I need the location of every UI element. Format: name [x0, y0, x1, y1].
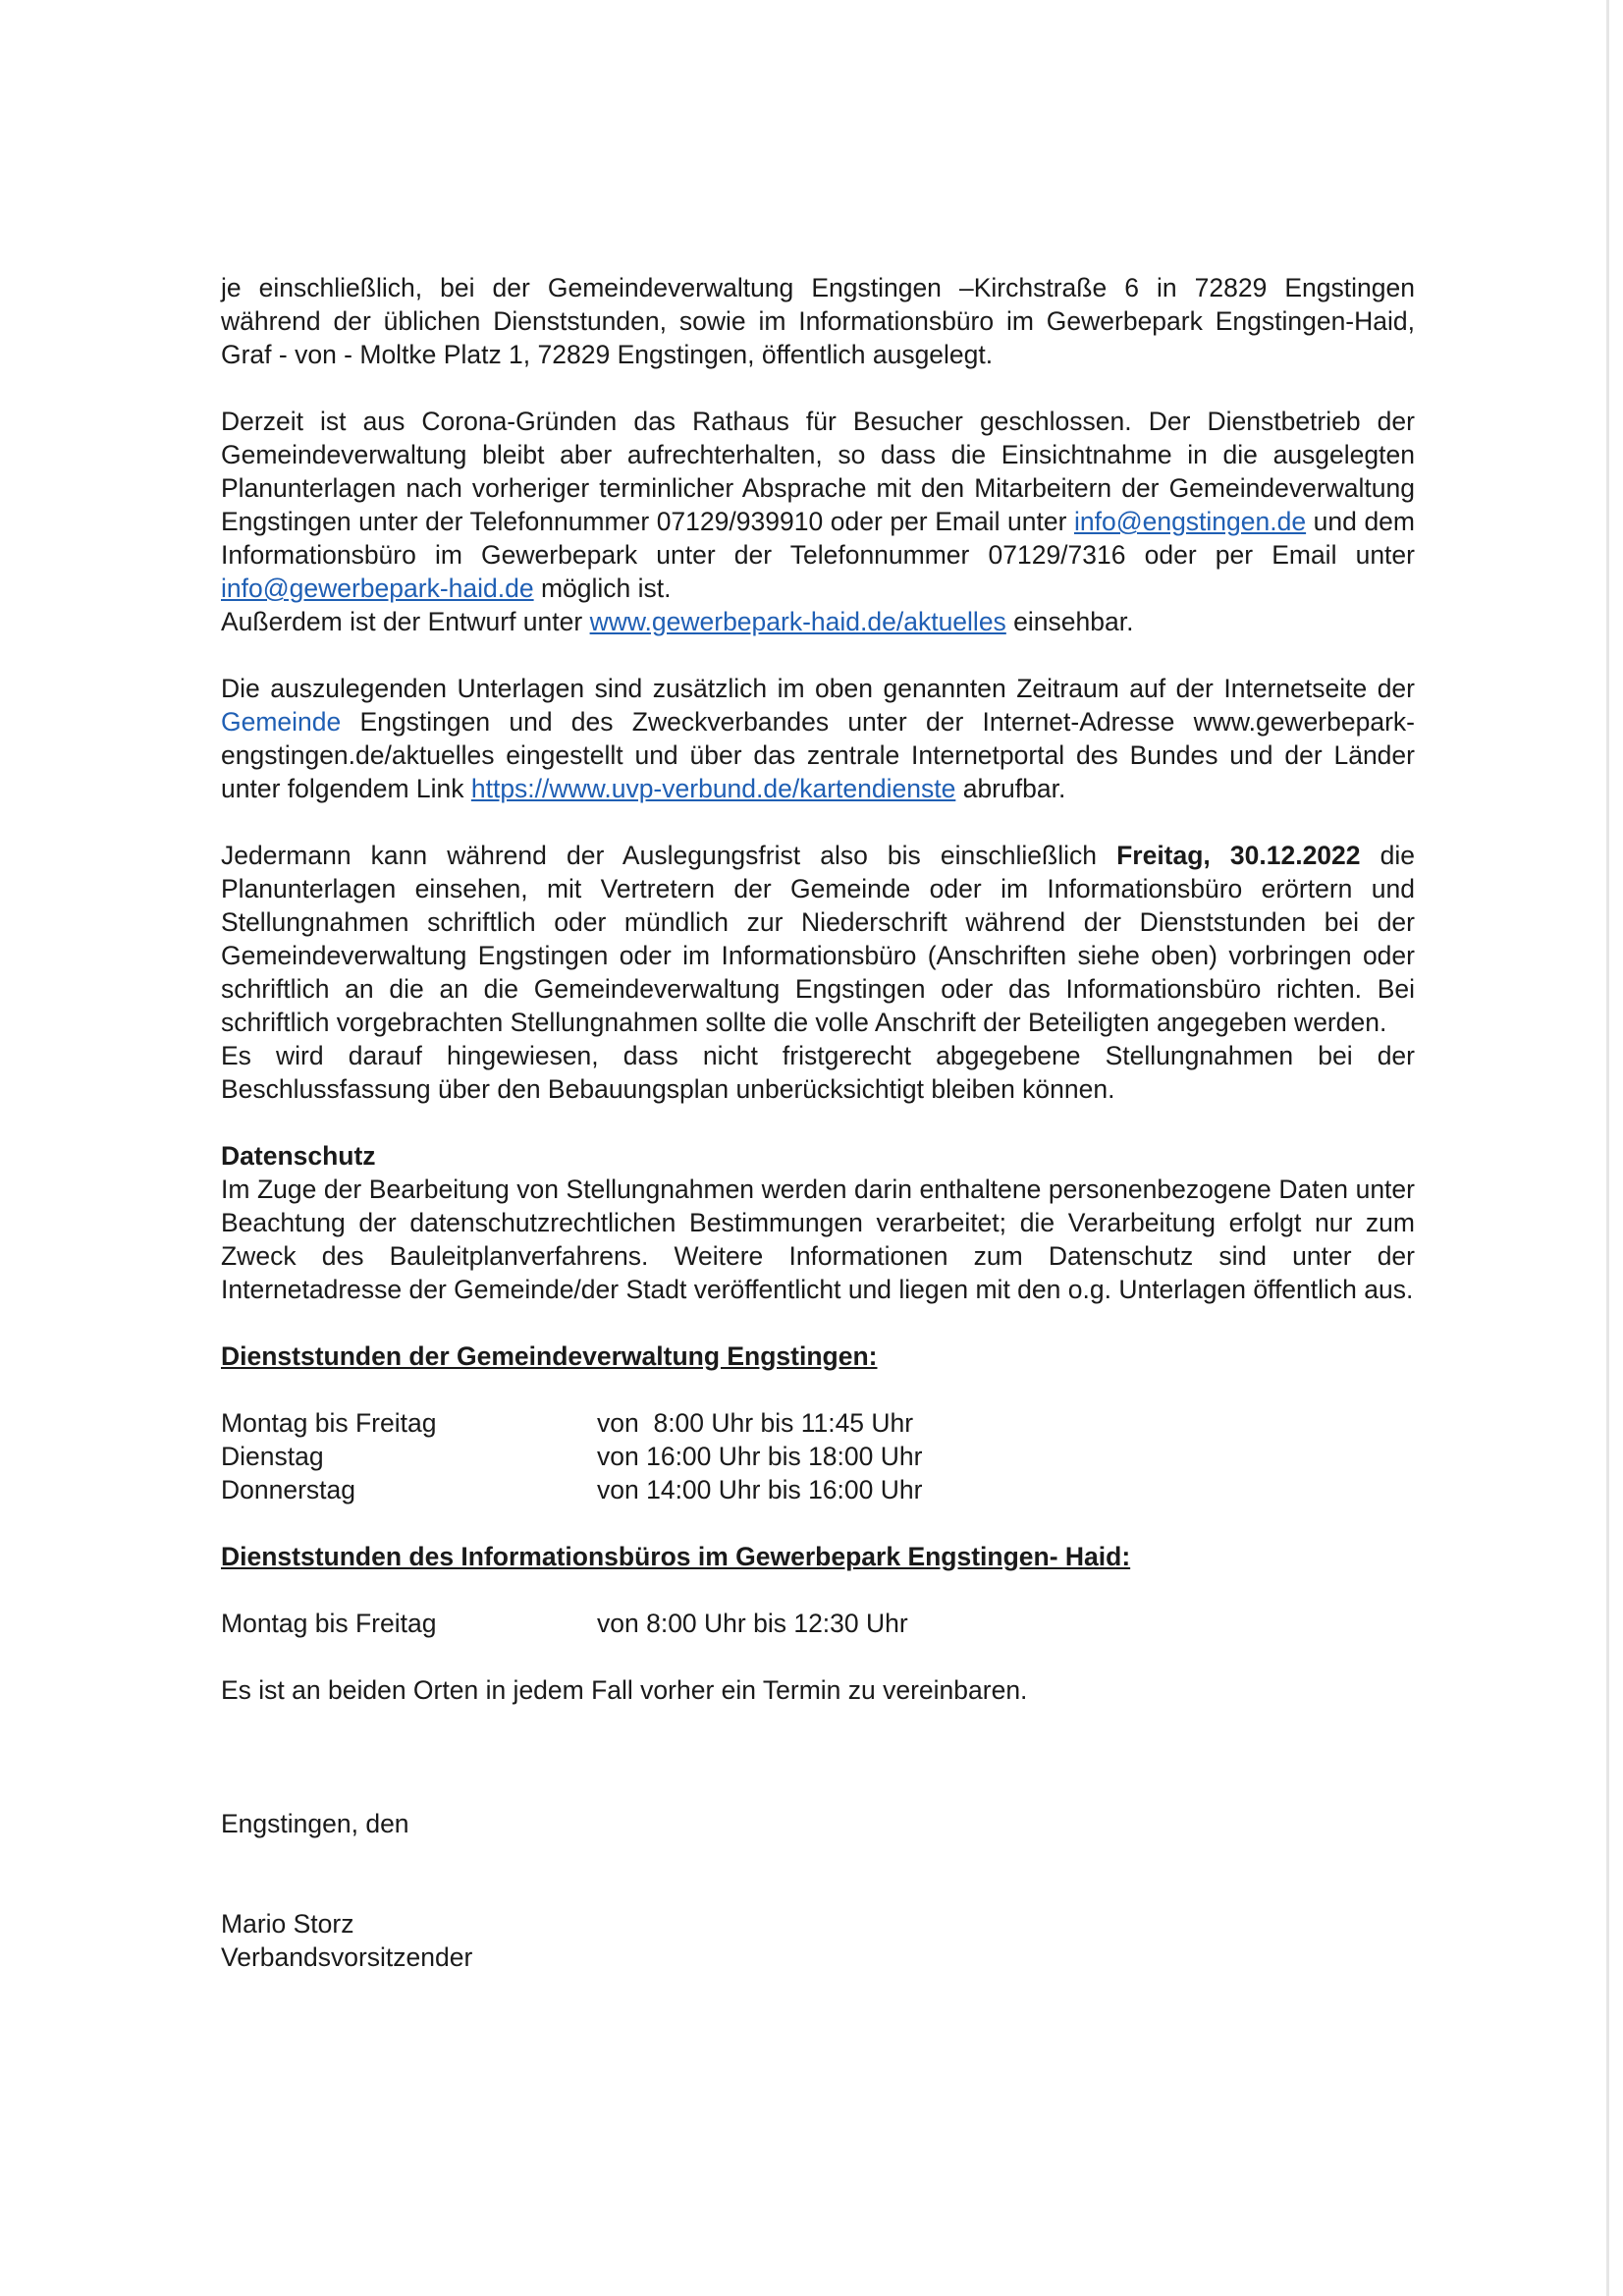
datenschutz-text: Im Zuge der Bearbeitung von Stellungnahmen werden darin enthaltene personenbezogene Daten unter Beachtung der datenschutzrechtlichen Bestimmungen verarbeitet; die Verarbeitung erfolgt nur zum Zweck des Bauleitplanverfahrens. Weitere Informationen zum Datenschutz sind unter der Internetadresse der Gemeinde/der Stadt veröffentlicht und liegen mit den o.g. Unterlagen öffentlich aus.: [221, 1175, 1415, 1304]
hours-table-gemeinde: [221, 1406, 1415, 1506]
hours-day: Montag bis Freitag: [221, 1609, 437, 1638]
hours-time: von 8:00 Uhr bis 12:30 Uhr: [597, 1609, 908, 1638]
place-date-line: Engstingen, den: [221, 1809, 409, 1838]
paragraph-draft-link: Außerdem ist der Entwurf unter www.gewerbepark-haid.de/aktuelles einsehbar.: [221, 607, 1134, 636]
hours-table-infobuero: [221, 1607, 1415, 1640]
datenschutz-heading: Datenschutz: [221, 1141, 376, 1171]
hours-day: Dienstag: [221, 1442, 324, 1471]
web-link-aktuelles[interactable]: www.gewerbepark-haid.de/aktuelles: [589, 607, 1006, 636]
hours-time: von 16:00 Uhr bis 18:00 Uhr: [597, 1442, 923, 1471]
hours-time: von 14:00 Uhr bis 16:00 Uhr: [597, 1475, 923, 1504]
signer-role: Verbandsvorsitzender: [221, 1942, 473, 1972]
hours-day: Montag bis Freitag: [221, 1408, 437, 1438]
document-body: [221, 271, 1415, 1974]
hours-heading-infobuero: Dienststunden des Informationsbüros im Gewerbepark Engstingen- Haid:: [221, 1542, 1131, 1571]
web-link-uvp-verbund[interactable]: https://www.uvp-verbund.de/kartendienste: [470, 774, 956, 803]
appointment-note: Es ist an beiden Orten in jedem Fall vorher ein Termin zu vereinbaren.: [221, 1675, 1028, 1705]
signer-name: Mario Storz: [221, 1909, 354, 1939]
paragraph-online-documents: Die auszulegenden Unterlagen sind zusätzlich im oben genannten Zeitraum auf der Internetseite der Gemeinde Engstingen und des Zweckverbandes unter der Internet-Adresse www.gewerbepark-engstingen.de/aktuelles eingestellt und über das zentrale Internetportal des Bundes und der Länder unter folgendem Link https://www.uvp-verbund.de/kartendienste abrufbar.: [221, 674, 1415, 803]
paragraph-corona-notice: Derzeit ist aus Corona-Gründen das Rathaus für Besucher geschlossen. Der Dienstbetrieb der Gemeindeverwaltung bleibt aber aufrechterhalten, so dass die Einsichtnahme in die ausgelegten Planunterlagen nach vorheriger terminlicher Absprache mit den Mitarbeitern der Gemeindeverwaltung Engstingen unter der Telefonnummer 07129/939910 oder per Email unter info@engstingen.de und dem Informationsbüro im Gewerbepark unter der Telefonnummer 07129/7316 oder per Email unter info@gewerbepark-haid.de möglich ist.: [221, 407, 1415, 603]
gemeinde-link[interactable]: Gemeinde: [221, 707, 342, 737]
paragraph-late-submission: Es wird darauf hingewiesen, dass nicht fristgerecht abgegebene Stellungnahmen bei der Beschlussfassung über den Bebauungsplan unberücksichtigt bleiben können.: [221, 1041, 1415, 1104]
email-link-engstingen[interactable]: info@engstingen.de: [1073, 507, 1307, 536]
scan-edge-line: [1606, 0, 1609, 2296]
paragraph-display-location: je einschließlich, bei der Gemeindeverwaltung Engstingen –Kirchstraße 6 in 72829 Engstingen während der üblichen Dienststunden, sowie im Informationsbüro im Gewerbepark Engstingen-Haid, Graf - von - Moltke Platz 1, 72829 Engstingen, öffentlich ausgelegt.: [221, 273, 1415, 369]
hours-day: Donnerstag: [221, 1475, 356, 1504]
paragraph-objection-period: Jedermann kann während der Auslegungsfrist also bis einschließlich Freitag, 30.12.2022 die Planunterlagen einsehen, mit Vertretern der Gemeinde oder im Informationsbüro erörtern und Stellungnahmen schriftlich oder mündlich zur Niederschrift während der Dienststunden bei der Gemeindeverwaltung Engstingen oder im Informationsbüro (Anschriften siehe oben) vorbringen oder schriftlich an die an die Gemeindeverwaltung Engstingen oder das Informationsbüro richten. Bei schriftlich vorgebrachten Stellungnahmen sollte die volle Anschrift der Beteiligten angegeben werden.: [221, 841, 1415, 1037]
hours-heading-gemeinde: Dienststunden der Gemeindeverwaltung Engstingen:: [221, 1341, 878, 1371]
hours-time: von 8:00 Uhr bis 11:45 Uhr: [597, 1408, 914, 1438]
deadline-date: Freitag, 30.12.2022: [1116, 841, 1361, 870]
email-link-gewerbepark[interactable]: info@gewerbepark-haid.de: [221, 574, 534, 603]
